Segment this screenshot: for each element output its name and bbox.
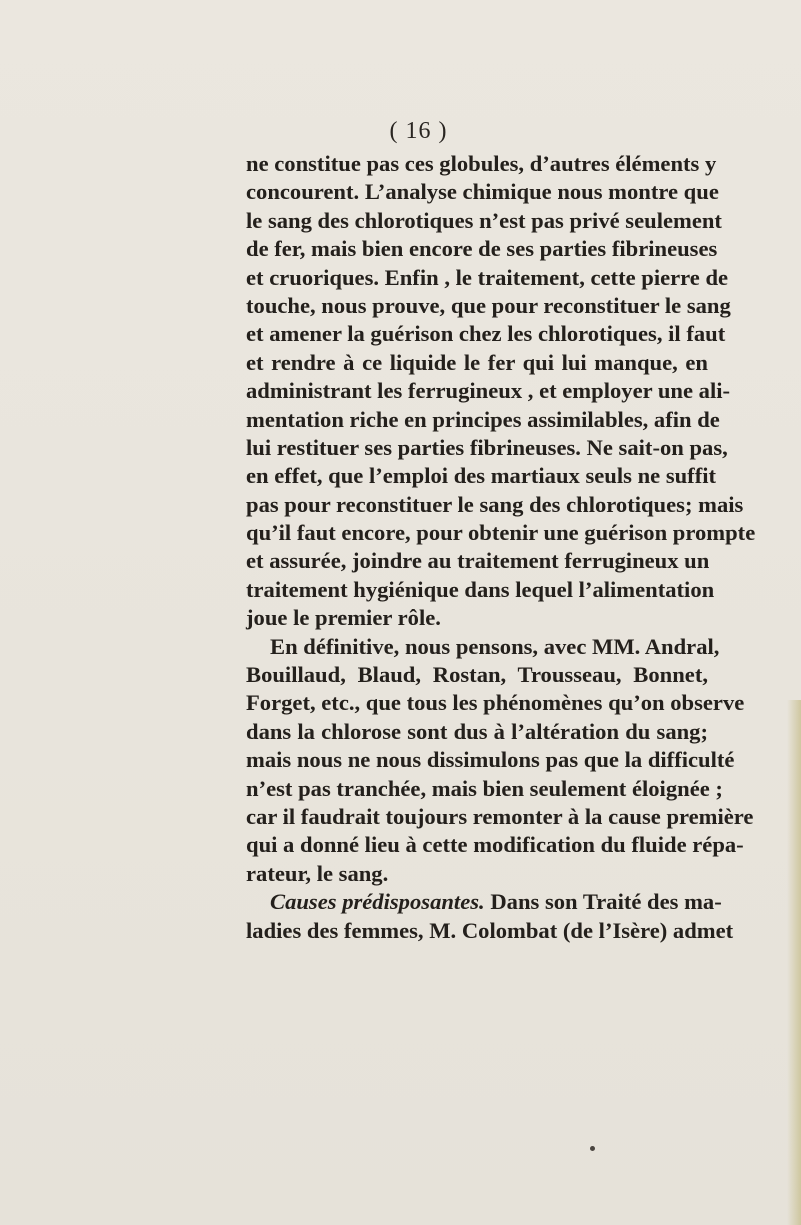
text-line-7: et amener la guérison chez les chlorotiques, il faut — [246, 321, 726, 347]
text-line-9: administrant les ferrugineux , et employer une ali- — [246, 378, 731, 404]
text-line-15: et assurée, joindre au traitement ferrugineux un — [246, 548, 710, 574]
text-line-20: Forget, etc., que tous les phénomènes qu’on observe — [246, 690, 745, 716]
text-line-23: n’est pas tranchée, mais bien seulement éloignée ; — [246, 775, 723, 801]
text-line-28: ladies des femmes, M. Colombat (de l’Isère) admet — [246, 917, 734, 943]
section-heading-italic: Causes prédisposantes. — [270, 889, 485, 915]
body-text — [246, 150, 756, 945]
text-line-6: touche, nous prouve, que pour reconstituer le sang — [246, 292, 731, 318]
text-line-21: dans la chlorose sont dus à l’altération du sang; — [246, 718, 708, 744]
text-line-12: en effet, que l’emploi des martiaux seuls ne suffit — [246, 463, 717, 489]
text-line-16: traitement hygiénique dans lequel l’alimentation — [246, 576, 715, 602]
text-line-14: qu’il faut encore, pour obtenir une guérison prompte — [246, 520, 756, 546]
text-line-19: Bouillaud, Blaud, Rostan, Trousseau, Bonnet, — [246, 662, 708, 688]
ink-speck — [590, 1146, 595, 1151]
text-line-3: le sang des chlorotiques n’est pas privé seulement — [246, 207, 722, 233]
text-line-5: et cruoriques. Enfin , le traitement, cette pierre de — [246, 264, 729, 290]
page-number: ( 16 ) — [389, 118, 448, 144]
text-line-13: pas pour reconstituer le sang des chlorotiques; mais — [246, 491, 744, 517]
text-line-17: joue le premier rôle. — [246, 605, 441, 631]
section-heading-rest: Dans son Traité des ma- — [484, 889, 722, 915]
text-line-25: qui a donné lieu à cette modification du fluide répa- — [246, 832, 744, 858]
text-line-22: mais nous ne nous dissimulons pas que la difficulté — [246, 747, 735, 773]
text-line-26: rateur, le sang. — [246, 860, 389, 886]
text-line-2: concourent. L’analyse chimique nous montre que — [246, 179, 719, 205]
text-line-10: mentation riche en principes assimilables, afin de — [246, 406, 720, 432]
text-line-27 — [246, 888, 722, 916]
text-line-11: lui restituer ses parties fibrineuses. Ne sait-on pas, — [246, 434, 728, 460]
text-line-1: ne constitue pas ces globules, d’autres éléments y — [246, 151, 717, 176]
page-edge-shadow — [787, 700, 801, 1225]
text-line-24: car il faudrait toujours remonter à la cause première — [246, 803, 754, 829]
text-line-4: de fer, mais bien encore de ses parties fibrineuses — [246, 236, 718, 262]
text-line-8: et rendre à ce liquide le fer qui lui manque, en — [246, 349, 708, 375]
text-line-18: En définitive, nous pensons, avec MM. Andral, — [270, 633, 720, 659]
